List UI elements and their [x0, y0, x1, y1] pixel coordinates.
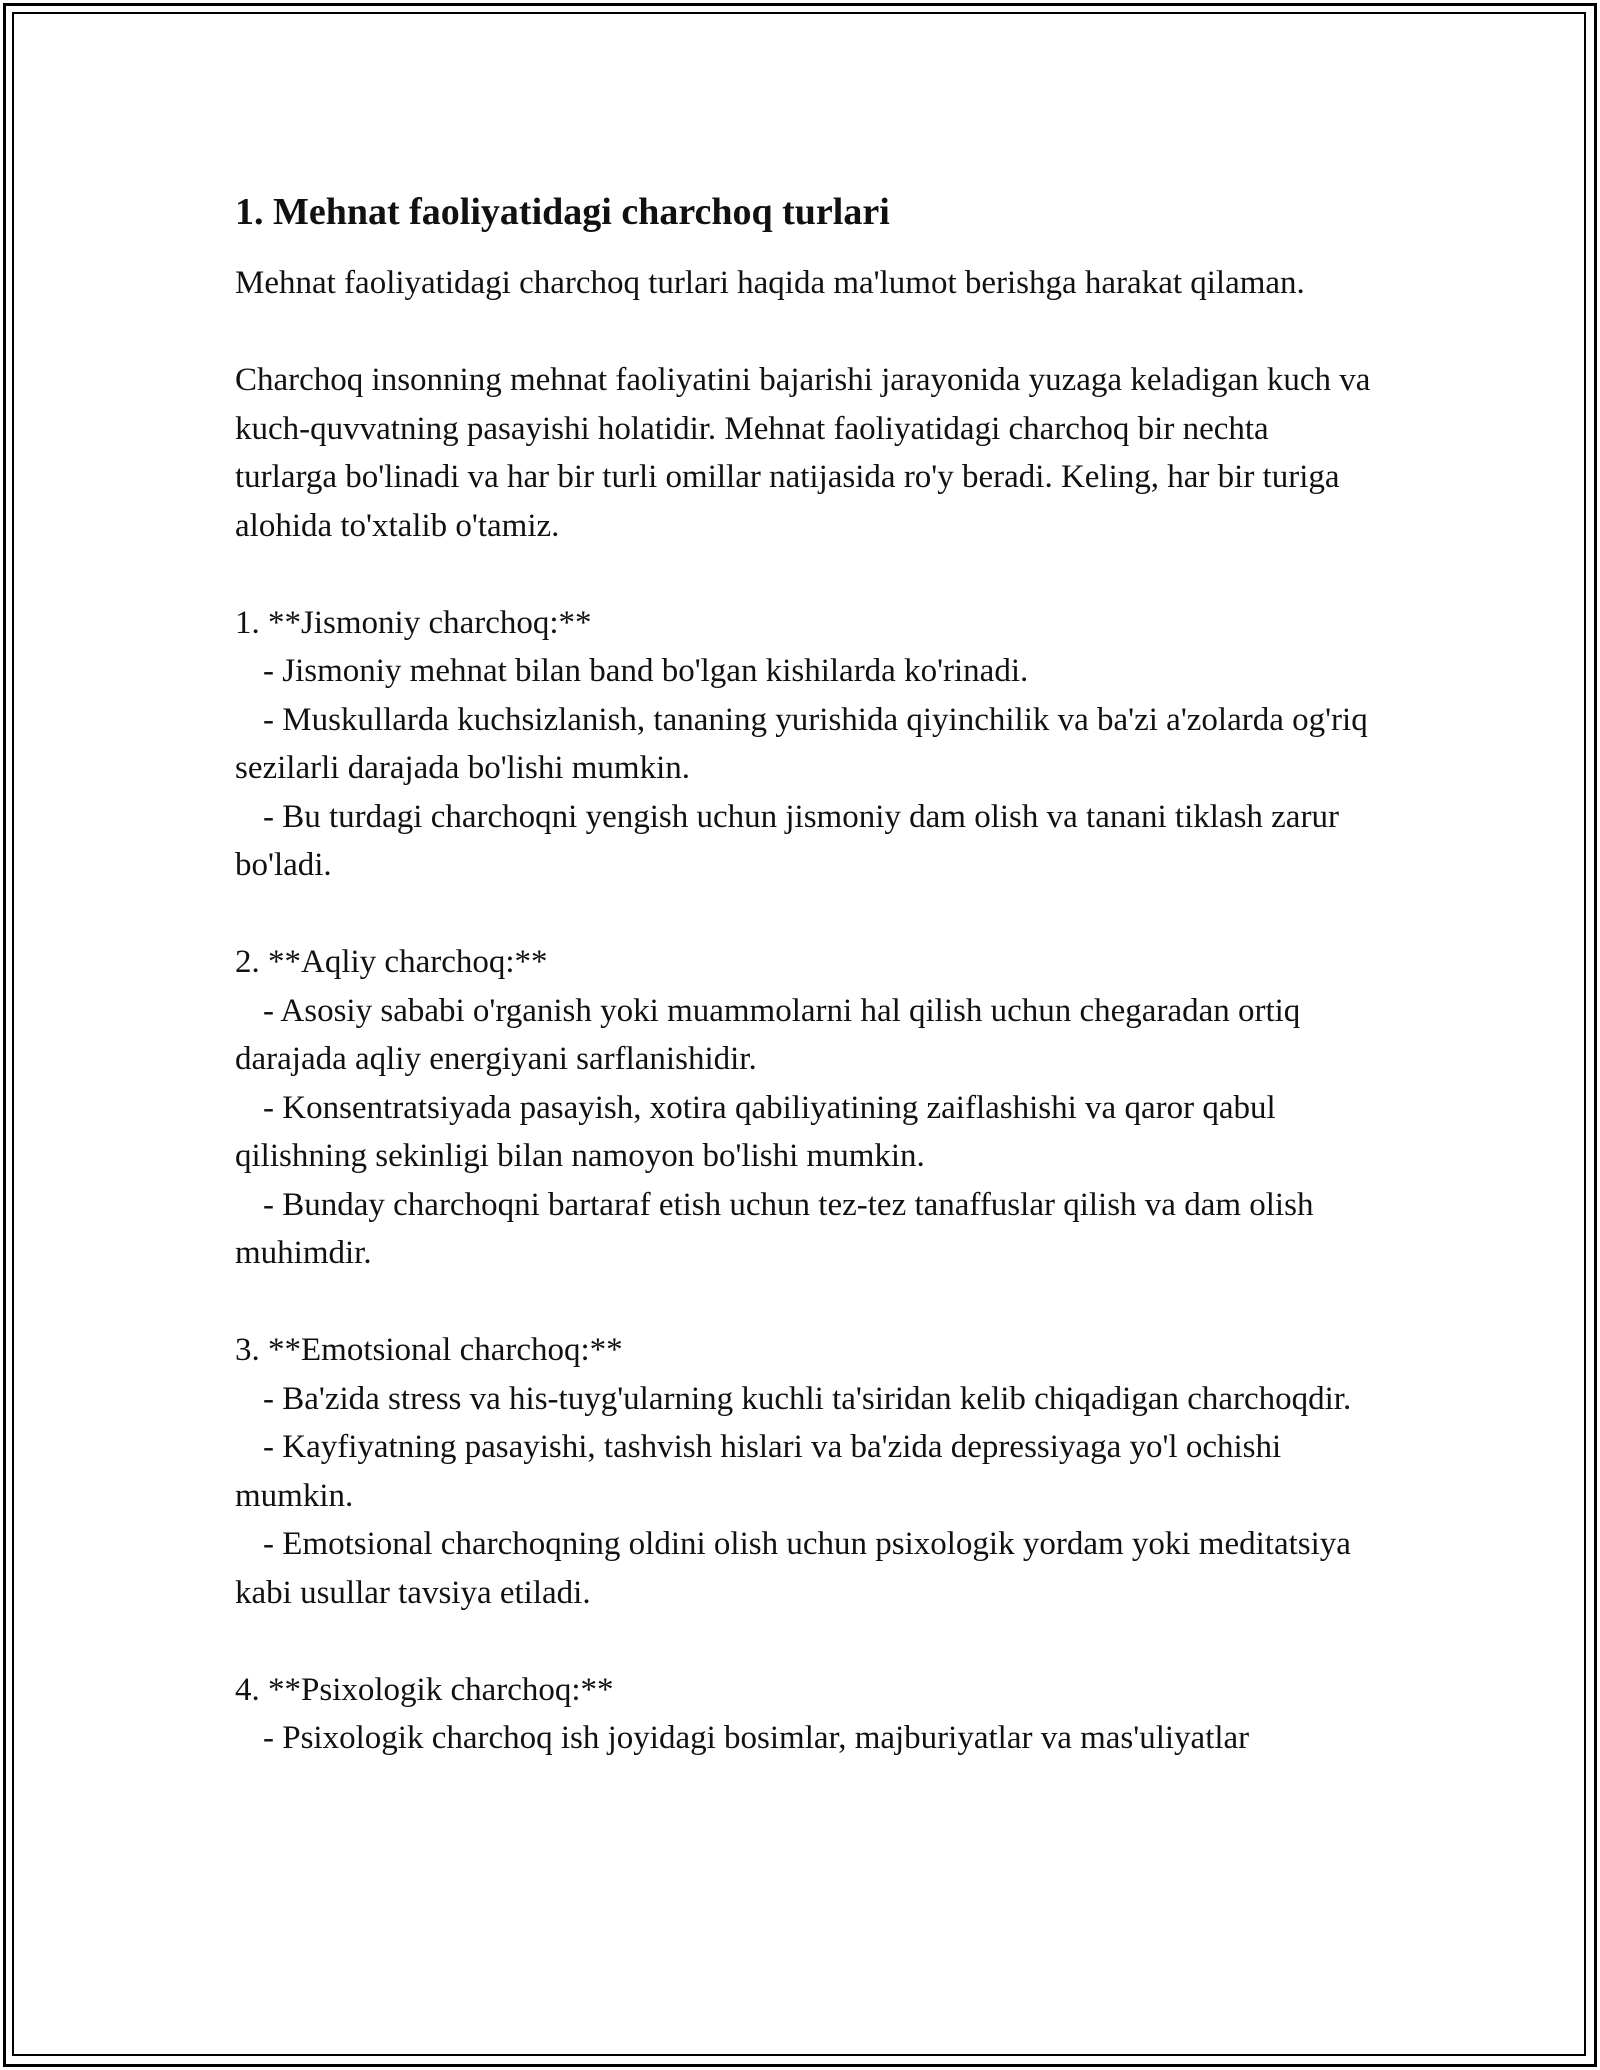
list-item: - Muskullarda kuchsizlanish, tananing yurishida qiyinchilik va ba'zi a'zolarda og'riq sezilarli darajada bo'lishi mumkin.	[235, 701, 1368, 786]
spacer	[235, 550, 1375, 599]
spacer	[235, 1278, 1375, 1327]
list-item: - Bu turdagi charchoqni yengish uchun jismoniy dam olish va tanani tiklash zarur bo'ladi.	[235, 798, 1339, 883]
list-item: - Jismoniy mehnat bilan band bo'lgan kishilarda ko'rinadi.	[263, 653, 1029, 689]
definition-paragraph: Charchoq insonning mehnat faoliyatini bajarishi jarayonida yuzaga keladigan kuch va kuch-quvvatning pasayishi holatidir. Mehnat faoliyatidagi charchoq bir nechta turlarga bo'linadi va har bir turli omillar natijasida ro'y beradi. Keling, har bir turiga alohida to'xtalib o'tamiz.	[235, 362, 1379, 544]
intro-paragraph: Mehnat faoliyatidagi charchoq turlari haqida ma'lumot berishga harakat qilaman.	[235, 265, 1305, 301]
spacer	[235, 1617, 1375, 1666]
list-item: - Kayfiyatning pasayishi, tashvish hislari va ba'zida depressiyaga yo'l ochishi mumkin.	[235, 1429, 1282, 1514]
section-mental	[235, 938, 1375, 1278]
section-physical	[235, 599, 1375, 890]
list-item: - Ba'zida stress va his-tuyg'ularning kuchli ta'siridan kelib chiqadigan charchoqdir.	[263, 1380, 1352, 1417]
section-heading: 2. **Aqliy charchoq:**	[235, 944, 548, 980]
list-item: - Bunday charchoqni bartaraf etish uchun tez-tez tanaffuslar qilish va dam olish muhimdir.	[235, 1186, 1314, 1271]
section-emotional	[235, 1326, 1375, 1617]
list-item: - Psixologik charchoq ish joyidagi bosimlar, majburiyatlar va mas'uliyatlar	[263, 1720, 1250, 1756]
list-item: - Asosiy sababi o'rganish yoki muammolarni hal qilish uchun chegaradan ortiq darajada aqliy energiyani sarflanishidir.	[235, 992, 1301, 1077]
section-psychological	[235, 1666, 1375, 1763]
list-item: - Emotsional charchoqning oldini olish uchun psixologik yordam yoki meditatsiya kabi usullar tavsiya etiladi.	[235, 1526, 1351, 1611]
section-heading: 4. **Psixologik charchoq:**	[235, 1671, 614, 1708]
list-item: - Konsentratsiyada pasayish, xotira qabiliyatining zaiflashishi va qaror qabul qilishning sekinligi bilan namoyon bo'lishi mumkin.	[235, 1089, 1276, 1174]
section-heading: 3. **Emotsional charchoq:**	[235, 1332, 623, 1368]
document-body	[235, 186, 1379, 1763]
spacer	[235, 308, 1375, 357]
section-heading: 1. **Jismoniy charchoq:**	[235, 604, 592, 641]
document-title: 1. Mehnat faoliyatidagi charchoq turlari	[235, 191, 890, 233]
spacer	[235, 890, 1375, 939]
